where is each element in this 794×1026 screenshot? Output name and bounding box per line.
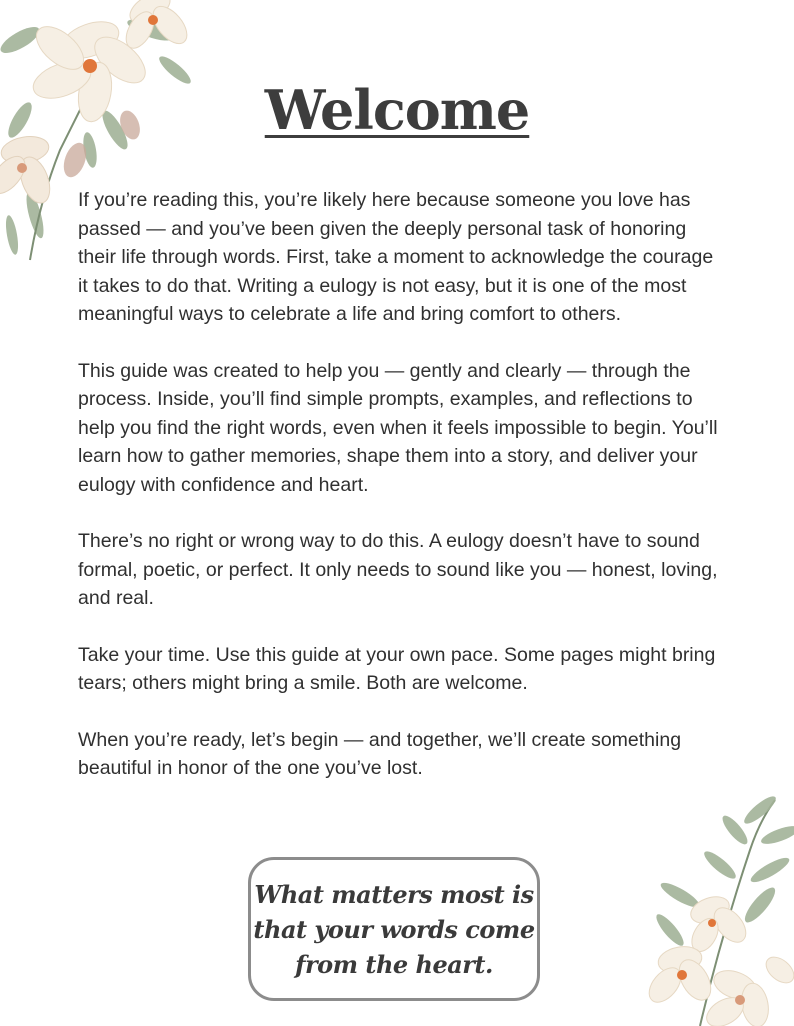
paragraph: This guide was created to help you — gently and clearly — through the process. Inside, you’ll find simple prompts, examples, and reflections to help you find the right words, even when it feels impossible to begin. You’ll learn how to gather memories, shape them into a story, and deliver your eulogy with confidence and heart. xyxy=(78,359,718,496)
paragraph: Take your time. Use this guide at your own pace. Some pages might bring tears; others might bring a smile. Both are welcome. xyxy=(78,643,716,694)
quote-box xyxy=(248,857,540,1001)
quote-text: What matters most is that your words come from the heart. xyxy=(253,879,535,979)
welcome-body xyxy=(78,186,728,811)
floral-decoration-bottom-right-icon xyxy=(640,790,794,1026)
paragraph: When you’re ready, let’s begin — and together, we’ll create something beautiful in honor of the one you’ve lost. xyxy=(78,728,682,779)
page-title: Welcome xyxy=(264,78,530,142)
paragraph: If you’re reading this, you’re likely here because someone you love has passed — and you’ve been given the deeply personal task of honoring their life through words. First, take a moment to acknowledge the courage it takes to do that. Writing a eulogy is not easy, but it is one of the most meaningful ways to celebrate a life and bring comfort to others. xyxy=(78,189,714,325)
paragraph: There’s no right or wrong way to do this. A eulogy doesn’t have to sound formal, poetic, or perfect. It only needs to sound like you — honest, loving, and real. xyxy=(78,530,718,609)
